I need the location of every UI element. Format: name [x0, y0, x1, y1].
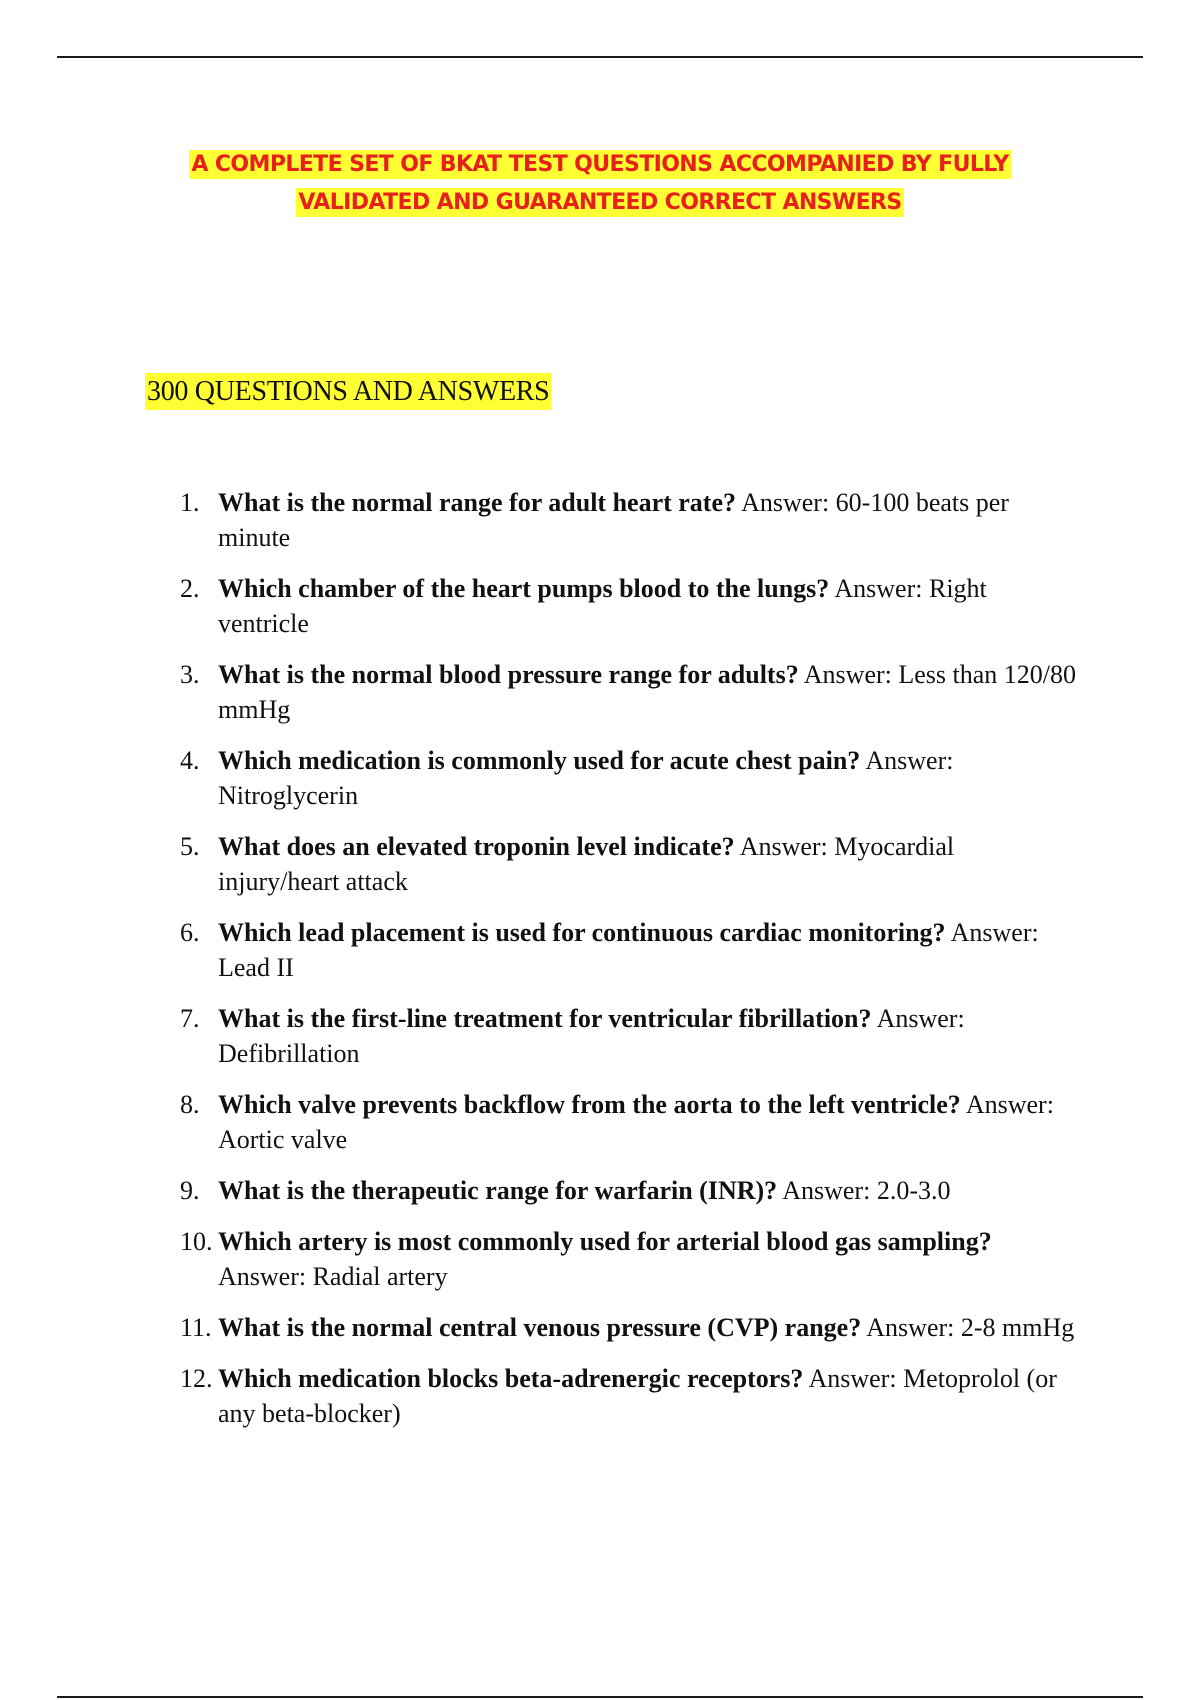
list-item	[180, 1173, 1080, 1208]
list-item	[180, 743, 1080, 813]
answer-text: Answer: 60-100 beats per minute	[218, 488, 1009, 552]
item-number: 6.	[180, 918, 200, 947]
question-text: What is the normal central venous pressure (CVP) range?	[218, 1313, 862, 1342]
answer-text: Answer: Right ventricle	[218, 574, 987, 638]
bottom-rule	[57, 1696, 1143, 1698]
question-text: What does an elevated troponin level indicate?	[218, 832, 735, 861]
question-text: Which chamber of the heart pumps blood to the lungs?	[218, 574, 830, 603]
question-text: Which medication is commonly used for acute chest pain?	[218, 746, 861, 775]
item-number: 10.	[180, 1227, 213, 1256]
item-number: 2.	[180, 574, 200, 603]
section-heading-text: 300 QUESTIONS AND ANSWERS	[145, 373, 551, 410]
question-text: Which lead placement is used for continuous cardiac monitoring?	[218, 918, 946, 947]
item-number: 9.	[180, 1176, 200, 1205]
answer-text: Answer: Metoprolol (or any beta-blocker)	[218, 1364, 1057, 1428]
question-list	[180, 485, 1080, 1447]
list-item	[180, 1001, 1080, 1071]
list-item	[180, 571, 1080, 641]
question-text: What is the normal blood pressure range for adults?	[218, 660, 799, 689]
question-text: What is the first-line treatment for ventricular fibrillation?	[218, 1004, 872, 1033]
item-number: 7.	[180, 1004, 200, 1033]
list-item	[180, 1310, 1080, 1345]
item-number: 11.	[180, 1313, 212, 1342]
item-number: 12.	[180, 1364, 213, 1393]
list-item	[180, 657, 1080, 727]
document-title	[100, 146, 1100, 222]
item-number: 3.	[180, 660, 200, 689]
item-number: 5.	[180, 832, 200, 861]
answer-text: Answer: Myocardial injury/heart attack	[218, 832, 955, 896]
answer-text: Answer: Lead II	[218, 918, 1039, 982]
list-item	[180, 1361, 1080, 1431]
item-number: 8.	[180, 1090, 200, 1119]
list-item	[180, 829, 1080, 899]
item-number: 1.	[180, 488, 200, 517]
answer-text: Answer: Nitroglycerin	[218, 746, 954, 810]
question-text: What is the therapeutic range for warfarin (INR)?	[218, 1176, 778, 1205]
item-number: 4.	[180, 746, 200, 775]
title-line-2: VALIDATED AND GUARANTEED CORRECT ANSWERS	[298, 190, 902, 215]
question-text: What is the normal range for adult heart rate?	[218, 488, 737, 517]
answer-text: Answer: Less than 120/80 mmHg	[218, 660, 1077, 724]
answer-text: Answer: Aortic valve	[218, 1090, 1054, 1154]
top-rule	[57, 56, 1143, 58]
title-line-1: A COMPLETE SET OF BKAT TEST QUESTIONS ACCOMPANIED BY FULLY	[191, 152, 1009, 177]
list-item	[180, 915, 1080, 985]
section-heading	[145, 376, 551, 408]
question-text: Which artery is most commonly used for arterial blood gas sampling?	[218, 1227, 992, 1256]
list-item	[180, 1224, 1080, 1294]
question-text: Which valve prevents backflow from the aorta to the left ventricle?	[218, 1090, 961, 1119]
question-text: Which medication blocks beta-adrenergic receptors?	[218, 1364, 804, 1393]
answer-text: Answer: Defibrillation	[218, 1004, 965, 1068]
list-item	[180, 485, 1080, 555]
answer-text: Answer: 2-8 mmHg	[861, 1313, 1075, 1342]
answer-text: Answer: 2.0-3.0	[777, 1176, 951, 1205]
answer-text: Answer: Radial artery	[218, 1262, 448, 1291]
list-item	[180, 1087, 1080, 1157]
